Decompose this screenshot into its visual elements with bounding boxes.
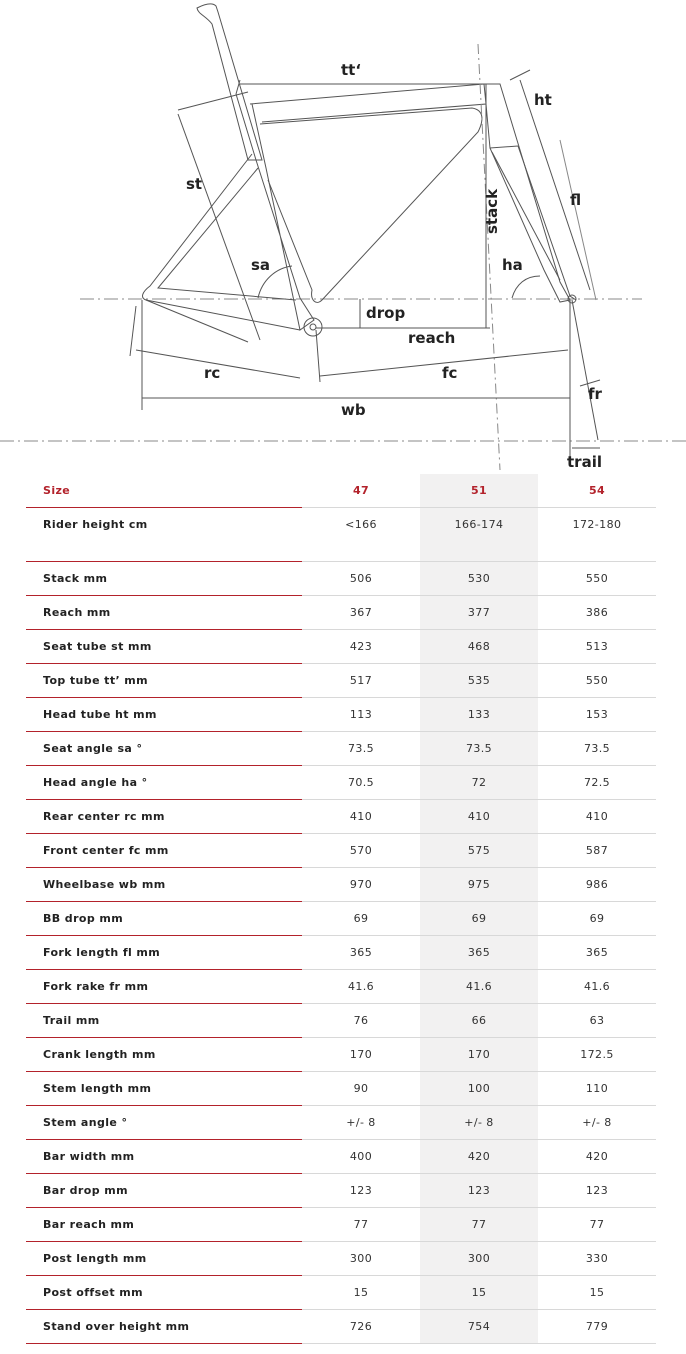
row-label: Rider height cm bbox=[26, 508, 302, 562]
cell-size-47: 70.5 bbox=[302, 766, 420, 800]
cell-size-54: 779 bbox=[538, 1310, 656, 1344]
table-row bbox=[26, 902, 656, 936]
cell-size-47: 90 bbox=[302, 1072, 420, 1106]
cell-size-54: 410 bbox=[538, 800, 656, 834]
row-label: Post length mm bbox=[26, 1242, 302, 1276]
cell-size-47: 15 bbox=[302, 1276, 420, 1310]
table-row bbox=[26, 1038, 656, 1072]
cell-size-51: 41.6 bbox=[420, 970, 538, 1004]
cell-size-51: 170 bbox=[420, 1038, 538, 1072]
cell-size-51: 133 bbox=[420, 698, 538, 732]
cell-size-47: 423 bbox=[302, 630, 420, 664]
row-label: Reach mm bbox=[26, 596, 302, 630]
cell-size-47: 570 bbox=[302, 834, 420, 868]
cell-size-51: 69 bbox=[420, 902, 538, 936]
cell-size-51: 166-174 bbox=[420, 508, 538, 562]
label-drop: drop bbox=[366, 304, 406, 322]
cell-size-54: 73.5 bbox=[538, 732, 656, 766]
row-label: Post offset mm bbox=[26, 1276, 302, 1310]
table-row bbox=[26, 936, 656, 970]
geometry-table bbox=[26, 474, 656, 1344]
cell-size-51: 575 bbox=[420, 834, 538, 868]
cell-size-54: 513 bbox=[538, 630, 656, 664]
table-header-row bbox=[26, 474, 656, 508]
cell-size-54: 420 bbox=[538, 1140, 656, 1174]
cell-size-54: 365 bbox=[538, 936, 656, 970]
bike-geometry-diagram bbox=[0, 0, 686, 472]
cell-size-54: 986 bbox=[538, 868, 656, 902]
cell-size-54: 41.6 bbox=[538, 970, 656, 1004]
cell-size-51: 100 bbox=[420, 1072, 538, 1106]
cell-size-51: 77 bbox=[420, 1208, 538, 1242]
cell-size-51: 754 bbox=[420, 1310, 538, 1344]
cell-size-51: 300 bbox=[420, 1242, 538, 1276]
cell-size-47: 517 bbox=[302, 664, 420, 698]
label-trail: trail bbox=[567, 453, 602, 471]
size-54-header: 54 bbox=[538, 474, 656, 508]
row-label: Stem angle ° bbox=[26, 1106, 302, 1140]
table-row bbox=[26, 1242, 656, 1276]
table-row bbox=[26, 1310, 656, 1344]
cell-size-51: 535 bbox=[420, 664, 538, 698]
cell-size-47: 367 bbox=[302, 596, 420, 630]
table-row bbox=[26, 630, 656, 664]
table-row bbox=[26, 562, 656, 596]
table-row bbox=[26, 1106, 656, 1140]
cell-size-47: 365 bbox=[302, 936, 420, 970]
cell-size-47: <166 bbox=[302, 508, 420, 562]
row-label: Trail mm bbox=[26, 1004, 302, 1038]
cell-size-54: 72.5 bbox=[538, 766, 656, 800]
cell-size-54: 386 bbox=[538, 596, 656, 630]
table-row bbox=[26, 1174, 656, 1208]
row-label: BB drop mm bbox=[26, 902, 302, 936]
cell-size-51: 420 bbox=[420, 1140, 538, 1174]
table-row bbox=[26, 1140, 656, 1174]
row-label: Fork rake fr mm bbox=[26, 970, 302, 1004]
cell-size-51: 975 bbox=[420, 868, 538, 902]
table-row bbox=[26, 1004, 656, 1038]
cell-size-51: 377 bbox=[420, 596, 538, 630]
row-label: Head angle ha ° bbox=[26, 766, 302, 800]
cell-size-47: +/- 8 bbox=[302, 1106, 420, 1140]
cell-size-47: 726 bbox=[302, 1310, 420, 1344]
row-label: Wheelbase wb mm bbox=[26, 868, 302, 902]
row-label: Bar drop mm bbox=[26, 1174, 302, 1208]
geometry-table-body bbox=[26, 508, 656, 1344]
table-row bbox=[26, 596, 656, 630]
cell-size-47: 76 bbox=[302, 1004, 420, 1038]
label-rc: rc bbox=[204, 364, 221, 382]
cell-size-47: 69 bbox=[302, 902, 420, 936]
cell-size-51: 123 bbox=[420, 1174, 538, 1208]
cell-size-51: 73.5 bbox=[420, 732, 538, 766]
cell-size-51: 72 bbox=[420, 766, 538, 800]
cell-size-54: 550 bbox=[538, 562, 656, 596]
cell-size-47: 400 bbox=[302, 1140, 420, 1174]
cell-size-47: 41.6 bbox=[302, 970, 420, 1004]
label-tt: tt‘ bbox=[341, 61, 362, 79]
label-wb: wb bbox=[341, 401, 366, 419]
cell-size-51: 365 bbox=[420, 936, 538, 970]
cell-size-47: 170 bbox=[302, 1038, 420, 1072]
cell-size-47: 300 bbox=[302, 1242, 420, 1276]
size-header: Size bbox=[26, 474, 302, 508]
row-label: Rear center rc mm bbox=[26, 800, 302, 834]
table-row bbox=[26, 868, 656, 902]
cell-size-47: 123 bbox=[302, 1174, 420, 1208]
row-label: Fork length fl mm bbox=[26, 936, 302, 970]
size-47-header: 47 bbox=[302, 474, 420, 508]
cell-size-54: 69 bbox=[538, 902, 656, 936]
cell-size-51: +/- 8 bbox=[420, 1106, 538, 1140]
label-stack: stack bbox=[483, 188, 501, 234]
cell-size-47: 506 bbox=[302, 562, 420, 596]
cell-size-51: 410 bbox=[420, 800, 538, 834]
table-row bbox=[26, 732, 656, 766]
row-label: Top tube tt’ mm bbox=[26, 664, 302, 698]
cell-size-47: 73.5 bbox=[302, 732, 420, 766]
label-reach: reach bbox=[408, 329, 456, 347]
table-row bbox=[26, 664, 656, 698]
label-fr: fr bbox=[588, 385, 602, 403]
label-ha: ha bbox=[502, 256, 523, 274]
row-label: Bar width mm bbox=[26, 1140, 302, 1174]
label-fc: fc bbox=[442, 364, 458, 382]
cell-size-51: 530 bbox=[420, 562, 538, 596]
cell-size-54: 587 bbox=[538, 834, 656, 868]
cell-size-54: 330 bbox=[538, 1242, 656, 1276]
cell-size-54: 153 bbox=[538, 698, 656, 732]
cell-size-54: 550 bbox=[538, 664, 656, 698]
cell-size-54: 77 bbox=[538, 1208, 656, 1242]
cell-size-54: 172.5 bbox=[538, 1038, 656, 1072]
cell-size-51: 15 bbox=[420, 1276, 538, 1310]
cell-size-54: 123 bbox=[538, 1174, 656, 1208]
cell-size-47: 77 bbox=[302, 1208, 420, 1242]
table-row bbox=[26, 508, 656, 562]
cell-size-51: 66 bbox=[420, 1004, 538, 1038]
cell-size-54: 63 bbox=[538, 1004, 656, 1038]
cell-size-51: 468 bbox=[420, 630, 538, 664]
table-row bbox=[26, 1072, 656, 1106]
row-label: Front center fc mm bbox=[26, 834, 302, 868]
row-label: Crank length mm bbox=[26, 1038, 302, 1072]
label-ht: ht bbox=[534, 91, 552, 109]
cell-size-47: 113 bbox=[302, 698, 420, 732]
cell-size-47: 410 bbox=[302, 800, 420, 834]
table-row bbox=[26, 698, 656, 732]
table-row bbox=[26, 834, 656, 868]
table-row bbox=[26, 970, 656, 1004]
table-row bbox=[26, 766, 656, 800]
row-label: Stack mm bbox=[26, 562, 302, 596]
row-label: Stem length mm bbox=[26, 1072, 302, 1106]
table-row bbox=[26, 800, 656, 834]
table-row bbox=[26, 1208, 656, 1242]
row-label: Seat tube st mm bbox=[26, 630, 302, 664]
label-st: st bbox=[186, 175, 203, 193]
cell-size-54: +/- 8 bbox=[538, 1106, 656, 1140]
cell-size-47: 970 bbox=[302, 868, 420, 902]
table-row bbox=[26, 1276, 656, 1310]
label-fl: fl bbox=[570, 191, 582, 209]
size-51-header: 51 bbox=[420, 474, 538, 508]
cell-size-54: 15 bbox=[538, 1276, 656, 1310]
cell-size-54: 172-180 bbox=[538, 508, 656, 562]
row-label: Seat angle sa ° bbox=[26, 732, 302, 766]
cell-size-54: 110 bbox=[538, 1072, 656, 1106]
row-label: Head tube ht mm bbox=[26, 698, 302, 732]
row-label: Stand over height mm bbox=[26, 1310, 302, 1344]
row-label: Bar reach mm bbox=[26, 1208, 302, 1242]
label-sa: sa bbox=[251, 256, 271, 274]
